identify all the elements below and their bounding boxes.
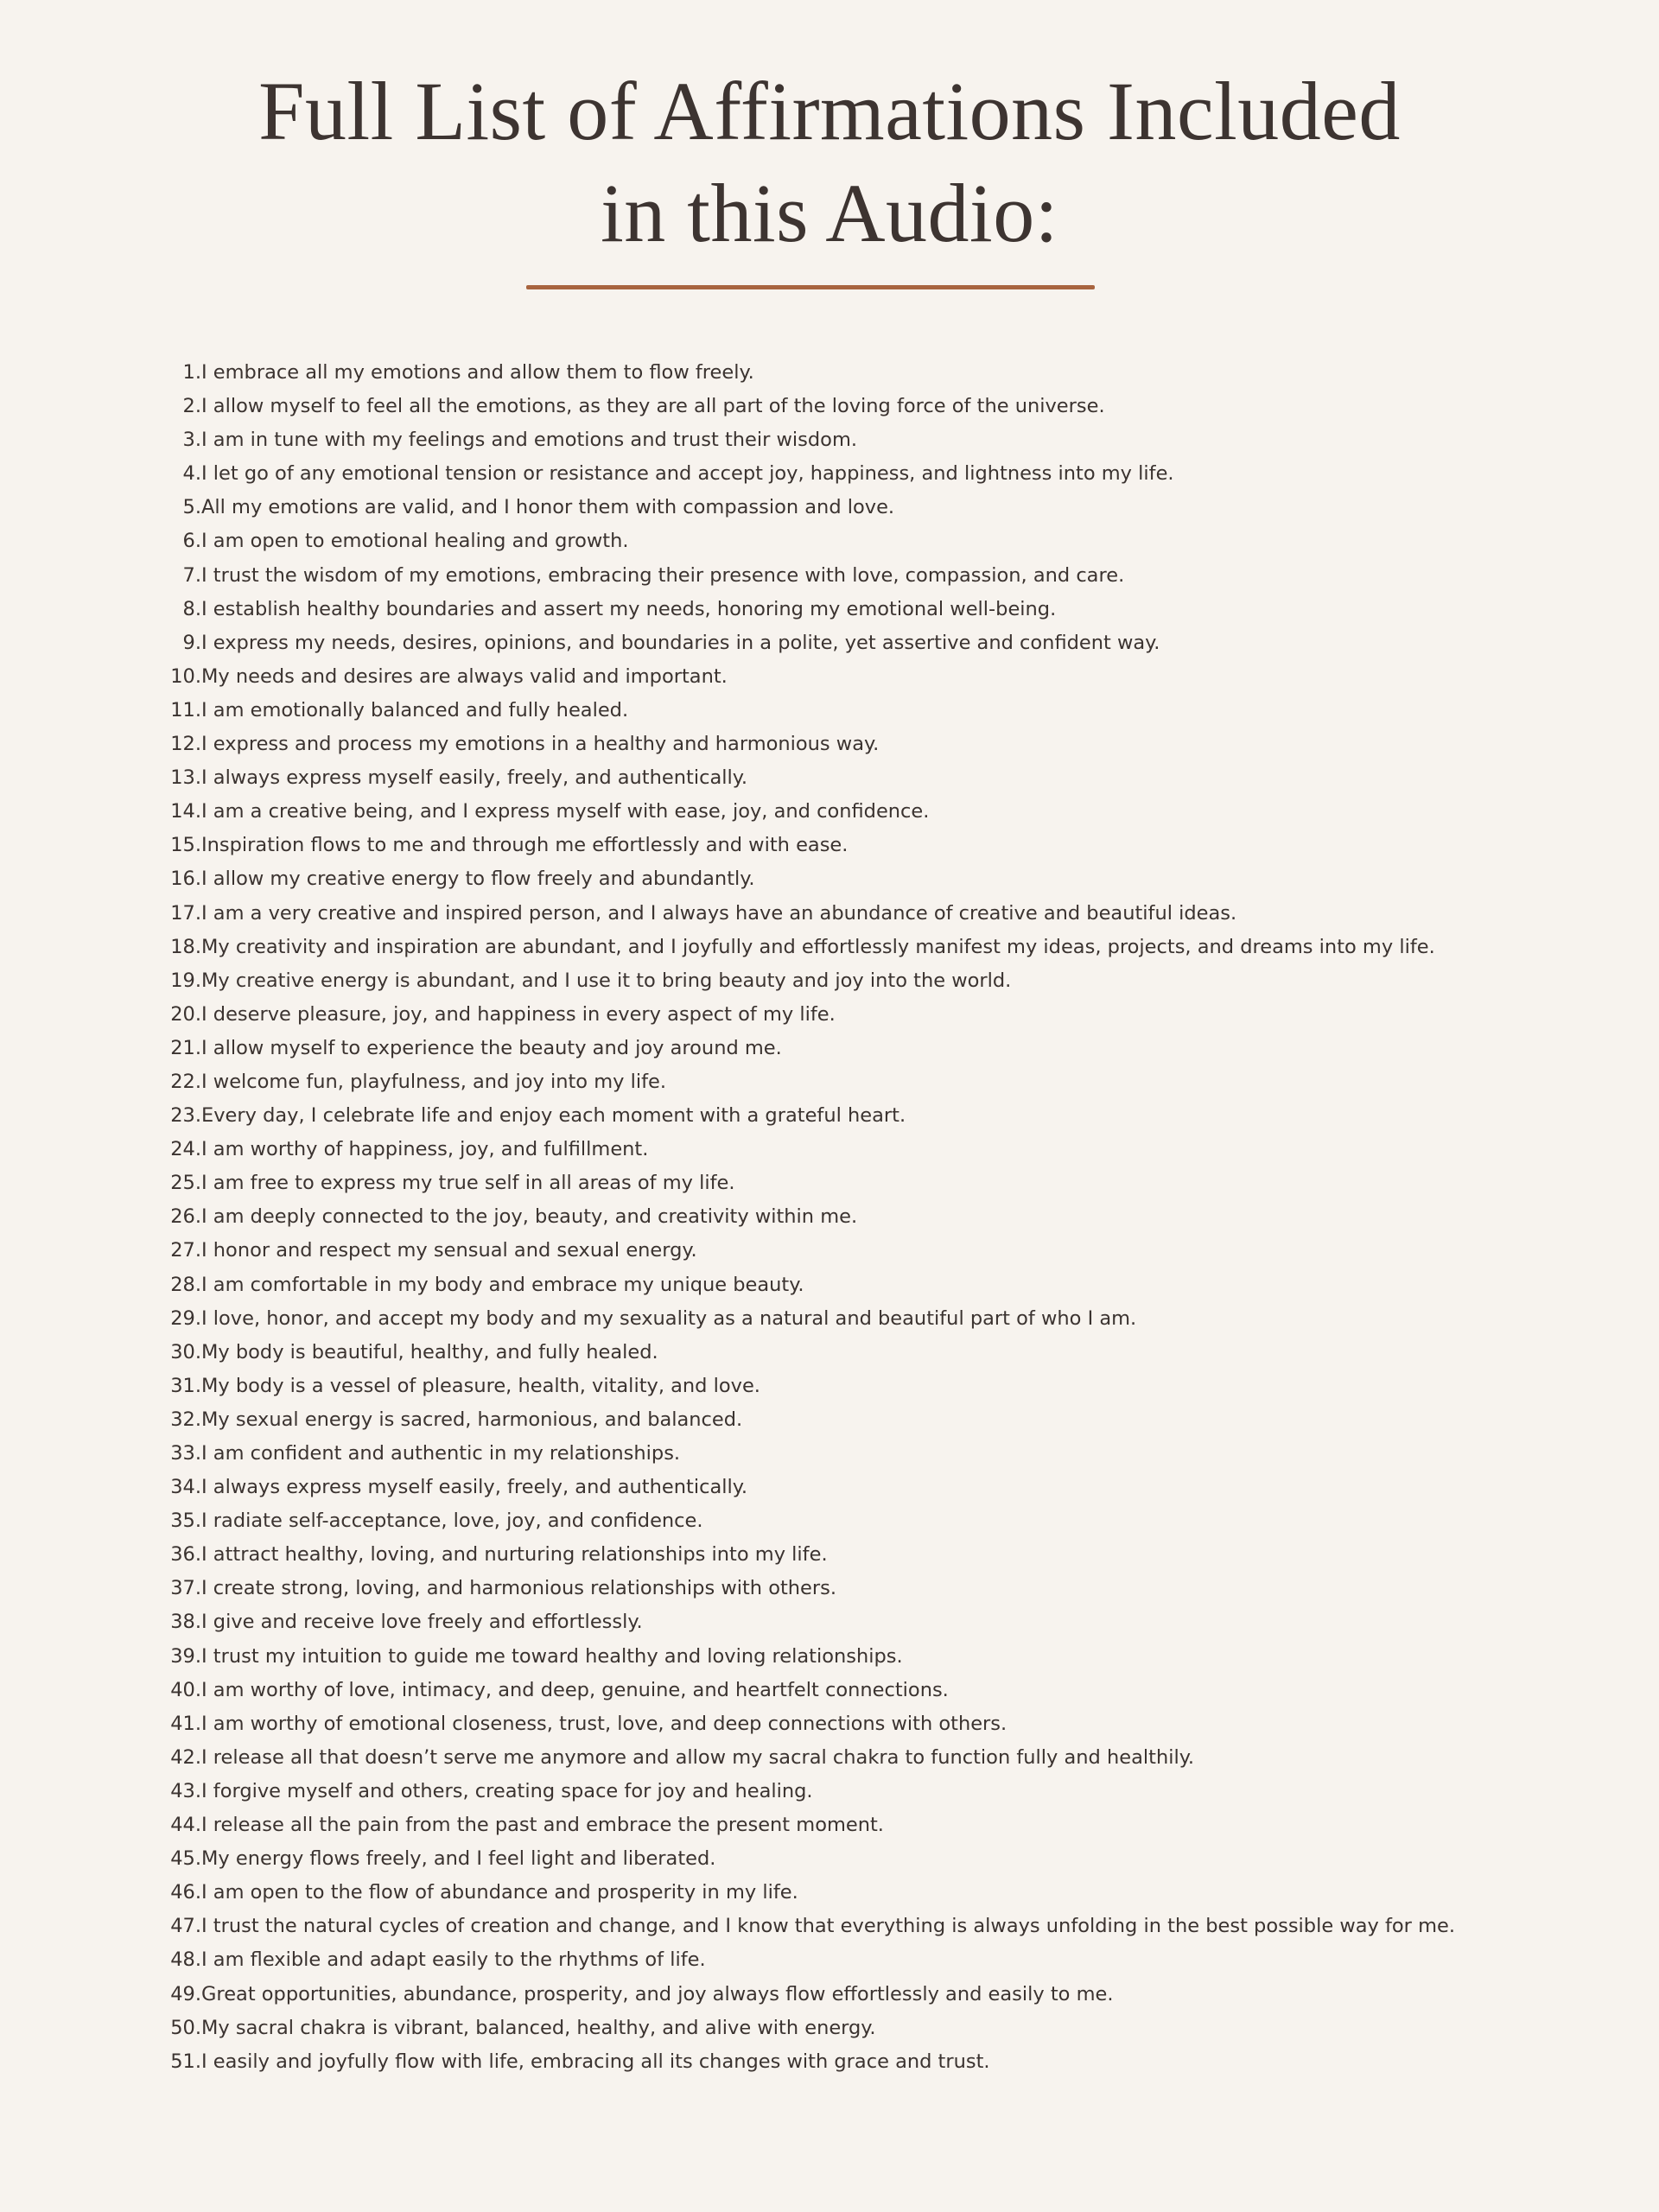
- list-item: [0, 491, 1455, 524]
- item-number: 2.: [182, 395, 201, 418]
- item-number: 21.: [170, 1036, 201, 1059]
- list-item: [0, 2045, 1455, 2079]
- title-divider: [526, 285, 1095, 289]
- item-text: I love, honor, and accept my body and my sexuality as a natural and beautiful part of who I am.: [201, 1306, 1137, 1330]
- item-number: 27.: [170, 1239, 201, 1262]
- list-item: [0, 593, 1455, 626]
- item-text: I easily and joyfully flow with life, embracing all its changes with grace and trust.: [201, 2050, 990, 2073]
- item-text: All my emotions are valid, and I honor them with compassion and love.: [201, 496, 895, 519]
- item-text: I give and receive love freely and effortlessly.: [201, 1611, 643, 1634]
- item-number: 48.: [170, 1948, 201, 1972]
- list-item: [0, 728, 1455, 761]
- item-text: I attract healthy, loving, and nurturing relationships into my life.: [201, 1543, 828, 1567]
- item-text: I express and process my emotions in a healthy and harmonious way.: [201, 733, 880, 756]
- item-number: 43.: [170, 1779, 201, 1802]
- item-number: 22.: [170, 1070, 201, 1093]
- item-number: 38.: [170, 1611, 201, 1634]
- list-item: [0, 1910, 1455, 1943]
- item-number: 49.: [170, 1982, 201, 2005]
- item-text: I am a creative being, and I express myself with ease, joy, and confidence.: [201, 800, 930, 823]
- item-number: 14.: [170, 800, 201, 823]
- item-number: 51.: [170, 2050, 201, 2073]
- item-text: I let go of any emotional tension or resistance and accept joy, happiness, and lightness into my life.: [201, 462, 1174, 486]
- item-text: I am worthy of emotional closeness, trust, love, and deep connections with others.: [201, 1712, 1007, 1735]
- item-number: 4.: [182, 462, 201, 486]
- list-item: [0, 897, 1455, 931]
- list-item: [0, 1504, 1455, 1538]
- list-item: [0, 524, 1455, 558]
- item-number: 42.: [170, 1745, 201, 1769]
- item-text: I create strong, loving, and harmonious relationships with others.: [201, 1577, 837, 1600]
- item-number: 29.: [170, 1306, 201, 1330]
- item-text: I welcome fun, playfulness, and joy into my life.: [201, 1070, 667, 1093]
- list-item: [0, 1336, 1455, 1370]
- list-item: [0, 1200, 1455, 1234]
- item-text: I am deeply connected to the joy, beauty, and creativity within me.: [201, 1205, 858, 1229]
- list-item: [0, 964, 1455, 998]
- list-item: [0, 1842, 1455, 1876]
- list-item: [0, 626, 1455, 660]
- item-text: I am open to the flow of abundance and prosperity in my life.: [201, 1881, 798, 1904]
- list-item: [0, 1268, 1455, 1302]
- list-item: [0, 1640, 1455, 1674]
- item-number: 50.: [170, 2016, 201, 2039]
- item-text: I radiate self-acceptance, love, joy, and confidence.: [201, 1510, 703, 1533]
- item-text: I trust the wisdom of my emotions, embracing their presence with love, compassion, and care.: [201, 563, 1125, 587]
- item-number: 19.: [170, 969, 201, 992]
- item-text: I allow myself to feel all the emotions, as they are all part of the loving force of the universe.: [201, 395, 1105, 418]
- item-text: Inspiration flows to me and through me effortlessly and with ease.: [201, 834, 849, 857]
- affirmation-list: [0, 356, 1455, 2079]
- list-item: [0, 931, 1455, 964]
- list-item: [0, 1775, 1455, 1808]
- list-item: [0, 1471, 1455, 1504]
- item-number: 46.: [170, 1881, 201, 1904]
- title-line-1: Full List of Affirmations Included: [258, 65, 1401, 157]
- item-number: 35.: [170, 1510, 201, 1533]
- item-number: 7.: [182, 563, 201, 587]
- list-item: [0, 1808, 1455, 1842]
- item-text: I am worthy of love, intimacy, and deep, genuine, and heartfelt connections.: [201, 1678, 949, 1701]
- list-item: [0, 356, 1455, 390]
- item-number: 30.: [170, 1340, 201, 1363]
- list-item: [0, 1605, 1455, 1639]
- item-text: My sexual energy is sacred, harmonious, and balanced.: [201, 1408, 743, 1431]
- list-item: [0, 1065, 1455, 1099]
- list-item: [0, 694, 1455, 728]
- list-item: [0, 1876, 1455, 1910]
- item-text: I honor and respect my sensual and sexual energy.: [201, 1239, 697, 1262]
- item-text: Great opportunities, abundance, prosperity, and joy always flow effortlessly and easily to me.: [201, 1982, 1114, 2005]
- item-number: 6.: [182, 530, 201, 553]
- list-item: [0, 457, 1455, 491]
- item-number: 16.: [170, 868, 201, 891]
- item-number: 41.: [170, 1712, 201, 1735]
- item-number: 34.: [170, 1476, 201, 1499]
- item-number: 44.: [170, 1814, 201, 1837]
- page-title: [0, 60, 1659, 264]
- list-item: [0, 559, 1455, 593]
- list-item: [0, 1166, 1455, 1200]
- item-text: I embrace all my emotions and allow them to flow freely.: [201, 361, 754, 384]
- item-text: My creativity and inspiration are abundant, and I joyfully and effortlessly manifest my ideas, projects, and dreams into my life.: [201, 935, 1435, 958]
- list-item: [0, 2012, 1455, 2045]
- item-number: 36.: [170, 1543, 201, 1567]
- list-item: [0, 1707, 1455, 1741]
- list-item: [0, 390, 1455, 423]
- item-text: I trust my intuition to guide me toward healthy and loving relationships.: [201, 1644, 903, 1668]
- item-text: I am a very creative and inspired person, and I always have an abundance of creative and beautiful ideas.: [201, 901, 1237, 925]
- item-text: I trust the natural cycles of creation and change, and I know that everything is always unfolding in the best possible way for me.: [201, 1915, 1455, 1938]
- list-item: [0, 660, 1455, 694]
- item-text: I establish healthy boundaries and assert my needs, honoring my emotional well-being.: [201, 597, 1057, 620]
- list-item: [0, 1674, 1455, 1707]
- item-text: I am comfortable in my body and embrace my unique beauty.: [201, 1273, 804, 1296]
- item-text: I allow my creative energy to flow freely and abundantly.: [201, 868, 755, 891]
- item-number: 28.: [170, 1273, 201, 1296]
- item-number: 13.: [170, 766, 201, 790]
- item-text: I forgive myself and others, creating space for joy and healing.: [201, 1779, 813, 1802]
- list-item: [0, 795, 1455, 829]
- list-item: [0, 1538, 1455, 1572]
- item-text: I deserve pleasure, joy, and happiness in every aspect of my life.: [201, 1002, 836, 1026]
- list-item: [0, 1741, 1455, 1775]
- item-text: My creative energy is abundant, and I use it to bring beauty and joy into the world.: [201, 969, 1012, 992]
- item-text: I always express myself easily, freely, and authentically.: [201, 1476, 747, 1499]
- item-number: 5.: [182, 496, 201, 519]
- item-text: I release all that doesn’t serve me anymore and allow my sacral chakra to function fully and healthily.: [201, 1745, 1194, 1769]
- list-item: [0, 829, 1455, 862]
- item-number: 39.: [170, 1644, 201, 1668]
- item-number: 8.: [182, 597, 201, 620]
- item-number: 10.: [170, 664, 201, 688]
- list-item: [0, 1943, 1455, 1977]
- list-item: [0, 1302, 1455, 1336]
- item-text: Every day, I celebrate life and enjoy each moment with a grateful heart.: [201, 1104, 906, 1128]
- item-number: 9.: [182, 631, 201, 654]
- item-text: I am confident and authentic in my relationships.: [201, 1442, 681, 1465]
- item-text: I always express myself easily, freely, and authentically.: [201, 766, 747, 790]
- item-number: 23.: [170, 1104, 201, 1128]
- item-number: 24.: [170, 1138, 201, 1161]
- item-text: My energy flows freely, and I feel light and liberated.: [201, 1847, 716, 1871]
- list-item: [0, 423, 1455, 457]
- item-text: I express my needs, desires, opinions, and boundaries in a polite, yet assertive and confident way.: [201, 631, 1160, 654]
- item-text: I am open to emotional healing and growth.: [201, 530, 629, 553]
- item-number: 18.: [170, 935, 201, 958]
- item-number: 47.: [170, 1915, 201, 1938]
- item-number: 20.: [170, 1002, 201, 1026]
- item-number: 33.: [170, 1442, 201, 1465]
- list-item: [0, 1133, 1455, 1166]
- list-item: [0, 1099, 1455, 1133]
- item-number: 40.: [170, 1678, 201, 1701]
- item-number: 3.: [182, 429, 201, 452]
- item-text: I am emotionally balanced and fully healed.: [201, 698, 629, 721]
- item-number: 31.: [170, 1374, 201, 1397]
- list-item: [0, 1572, 1455, 1605]
- list-item: [0, 761, 1455, 795]
- item-number: 45.: [170, 1847, 201, 1871]
- item-text: I am worthy of happiness, joy, and fulfillment.: [201, 1138, 649, 1161]
- item-text: I am in tune with my feelings and emotions and trust their wisdom.: [201, 429, 858, 452]
- item-number: 15.: [170, 834, 201, 857]
- item-text: My body is a vessel of pleasure, health, vitality, and love.: [201, 1374, 760, 1397]
- list-item: [0, 1403, 1455, 1437]
- item-number: 1.: [182, 361, 201, 384]
- item-text: My body is beautiful, healthy, and fully healed.: [201, 1340, 658, 1363]
- item-text: I am free to express my true self in all areas of my life.: [201, 1172, 735, 1195]
- item-number: 17.: [170, 901, 201, 925]
- list-item: [0, 1370, 1455, 1403]
- item-number: 25.: [170, 1172, 201, 1195]
- item-text: My needs and desires are always valid and important.: [201, 664, 728, 688]
- item-number: 32.: [170, 1408, 201, 1431]
- item-text: I allow myself to experience the beauty and joy around me.: [201, 1036, 782, 1059]
- item-text: I release all the pain from the past and embrace the present moment.: [201, 1814, 884, 1837]
- list-item: [0, 1978, 1455, 2012]
- list-item: [0, 1234, 1455, 1268]
- item-text: My sacral chakra is vibrant, balanced, healthy, and alive with energy.: [201, 2016, 876, 2039]
- item-number: 37.: [170, 1577, 201, 1600]
- item-number: 12.: [170, 733, 201, 756]
- list-item: [0, 1032, 1455, 1065]
- title-line-2: in this Audio:: [601, 167, 1058, 259]
- list-item: [0, 1437, 1455, 1471]
- item-text: I am flexible and adapt easily to the rhythms of life.: [201, 1948, 706, 1972]
- list-item: [0, 862, 1455, 896]
- list-item: [0, 998, 1455, 1032]
- item-number: 11.: [170, 698, 201, 721]
- item-number: 26.: [170, 1205, 201, 1229]
